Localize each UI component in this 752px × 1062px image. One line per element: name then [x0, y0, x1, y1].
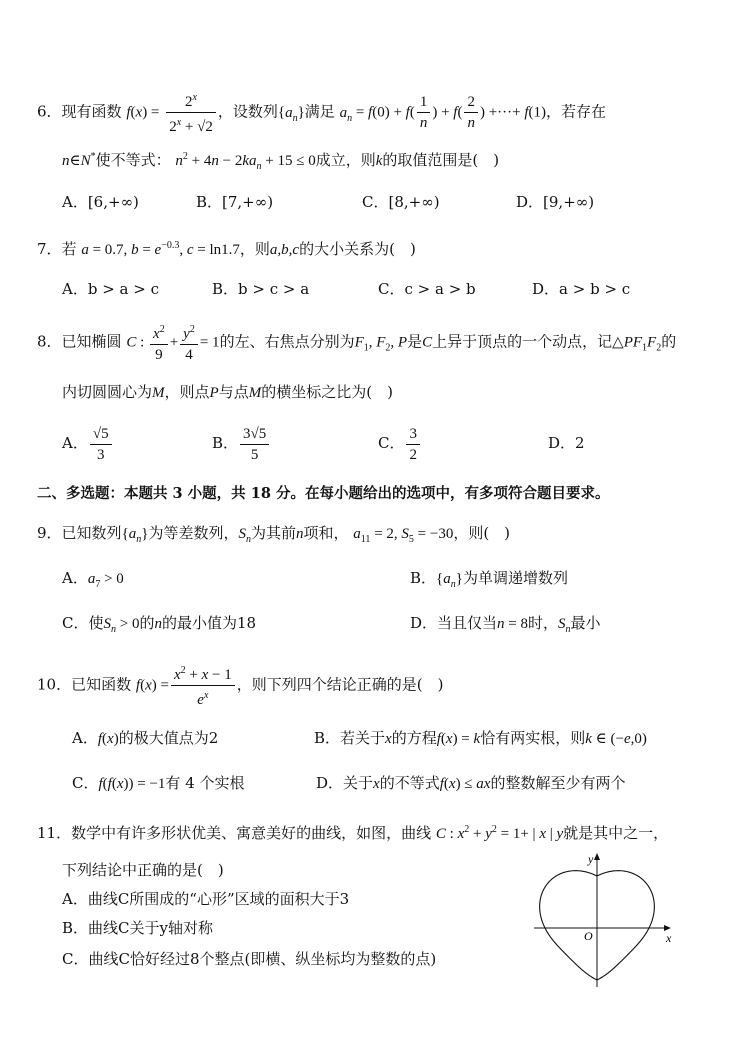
- q9-option-d: D．当且仅当n = 8时，$S_n$最小: [410, 614, 601, 635]
- q6-text4: ，若存在: [546, 102, 607, 121]
- q8-text2: 的左、右焦点分别为: [219, 332, 355, 351]
- q6-text2: ，设数列: [217, 102, 278, 121]
- q8-option-d: D．2: [548, 434, 585, 452]
- q7-number: 7．: [37, 240, 62, 258]
- q9-text3: 为其前: [250, 524, 296, 542]
- q8-text5: 的: [661, 332, 677, 351]
- q6-text3: 满足: [304, 102, 335, 121]
- q9-option-c: C．使$S_n > 0$的n的最小值为18: [62, 614, 257, 635]
- q10-number: 10．: [37, 675, 72, 694]
- q10-option-a: A．f(x)的极大值点为2: [72, 729, 219, 747]
- q10-text1: 已知函数: [71, 675, 132, 694]
- q6-line1: 6．现有函数 f(x) = $\frac{2^x}{2^x + √2}$ ，设数列$\{a_n\}$满足 $a_n = f(0) + f$( $\frac{1}{n}$ ) + f( $\frac{2}{n}$ ) +···+ f(1)，若存在: [37, 88, 606, 128]
- q6-option-b: B．[7,+∞): [196, 193, 274, 211]
- q7-text2: ，则: [239, 240, 270, 258]
- q10-option-c: C．f(f(x)) = −1有 4 个实根: [72, 774, 245, 792]
- q7-text1: 若: [61, 240, 77, 258]
- q7-line1: 7．若 a = 0.7, $b = e^{-0.3}$, c = ln1.7，则a,b,c的大小关系为( ): [37, 240, 416, 258]
- q11-text2: 就是其中之一，: [563, 824, 669, 842]
- q7-option-c: C．c > a > b: [378, 280, 476, 298]
- q8-text9: 的横坐标之比为( ): [261, 383, 393, 401]
- q11-number: 11．: [37, 824, 72, 842]
- q8-text6: 内切圆圆心为: [62, 383, 153, 401]
- q8-option-b: B． $\frac{3√5}{5}$: [212, 422, 271, 464]
- q11-option-c: C．曲线C恰好经过8个整点(即横、纵坐标均为整数的点): [62, 950, 437, 968]
- y-axis-label: y: [588, 852, 594, 866]
- q8-text1: 已知椭圆: [61, 332, 122, 351]
- q6-option-a: A．[6,+∞): [62, 193, 139, 211]
- q6-fx: f: [126, 104, 131, 121]
- q11-option-a: A．曲线C所围成的“心形”区域的面积大于3: [62, 890, 350, 908]
- q8-line1: 8．已知椭圆 C : $\frac{x^2}{9}$ + $\frac{y^2}{4}$ = 1的左、右焦点分别为$F_1$, $F_2$, P是C上异于顶点的一个动点，记$\triangle PF_1F_2$的: [37, 320, 676, 362]
- q11-text1: 数学中有许多形状优美、寓意美好的曲线，如图，曲线: [71, 824, 432, 842]
- q6-number: 6．: [37, 102, 62, 121]
- q9-number: 9．: [37, 524, 62, 542]
- origin-label: O: [584, 929, 593, 943]
- q9-text4: 项和，: [303, 524, 349, 542]
- x-axis-label: x: [666, 931, 672, 945]
- q6-text6: 成立，则: [315, 151, 376, 169]
- q7-option-a: A．b > a > c: [62, 280, 159, 298]
- q9-text5: ，则( ): [453, 524, 511, 542]
- q8-option-c: C． $\frac{3}{2}$: [378, 422, 422, 464]
- q8-text4: 上异于顶点的一个动点，记: [432, 332, 613, 351]
- q8-text7: ，则点: [164, 383, 210, 401]
- q8-text3: 是: [407, 332, 423, 351]
- q6-text7: 的取值范围是( ): [382, 151, 500, 169]
- q10-option-d: D．关于x的不等式f(x) ≤ ax的整数解至少有两个: [316, 774, 626, 792]
- q9-option-a: A．$a_7 > 0$: [62, 569, 124, 590]
- q8-number: 8．: [37, 332, 62, 351]
- q9-text1: 已知数列: [61, 524, 122, 542]
- q7-option-d: D．a > b > c: [532, 280, 631, 298]
- q9-line1: 9．已知数列$\{a_n\}$为等差数列，$S_n$为其前n项和， $a_{11} = 2$, $S_5 = -30$，则( ): [37, 524, 511, 545]
- q7-text3: 的大小关系为( ): [299, 240, 416, 258]
- q6-option-c: C．[8,+∞): [362, 193, 440, 211]
- q6-text1: 现有函数: [61, 102, 122, 121]
- heart-curve-figure: [530, 850, 680, 990]
- q6-fraction: $\frac{2^x}{2^x + √2}$: [166, 88, 216, 137]
- q11-line2: 下列结论中正确的是( ): [62, 861, 224, 879]
- q10-text2: ，则下列四个结论正确的是( ): [236, 675, 444, 694]
- q6-line2: n∈N*使不等式： $n^2 + 4n - 2ka_n + 15 \le 0$成立，则k的取值范围是( ): [62, 151, 500, 172]
- q10-line1: 10．已知函数 f(x) = $\frac{x^2 + x - 1}{e^x}$ ，则下列四个结论正确的是( ): [37, 661, 443, 705]
- q9-text2: 为等差数列，: [148, 524, 239, 542]
- q11-option-b: B．曲线C关于y轴对称: [62, 919, 213, 937]
- q10-option-b: B．若关于x的方程f(x) = k恰有两实根，则k ∈ (−e,0): [314, 729, 647, 747]
- q9-option-b: B．$\{a_n\}$为单调递增数列: [410, 569, 568, 590]
- q8-text8: 与点: [218, 383, 249, 401]
- q11-line1: 11．数学中有许多形状优美、寓意美好的曲线，如图，曲线 C : $x^2 + y^2 = 1+$ | x | y就是其中之一，: [37, 824, 669, 842]
- y-axis-arrow: [594, 853, 600, 860]
- section-header: 二、多选题：本题共 3 小题，共 18 分。在每小题给出的选项中，有多项符合题目要求。: [37, 485, 610, 502]
- q8-line2: 内切圆圆心为M，则点P与点M的横坐标之比为( ): [62, 383, 393, 401]
- q8-option-a: A． $\frac{√5}{3}$: [62, 422, 114, 464]
- q6-option-d: D．[9,+∞): [516, 193, 595, 211]
- q6-text5: 使不等式：: [95, 151, 171, 169]
- q7-option-b: B．b > c > a: [212, 280, 310, 298]
